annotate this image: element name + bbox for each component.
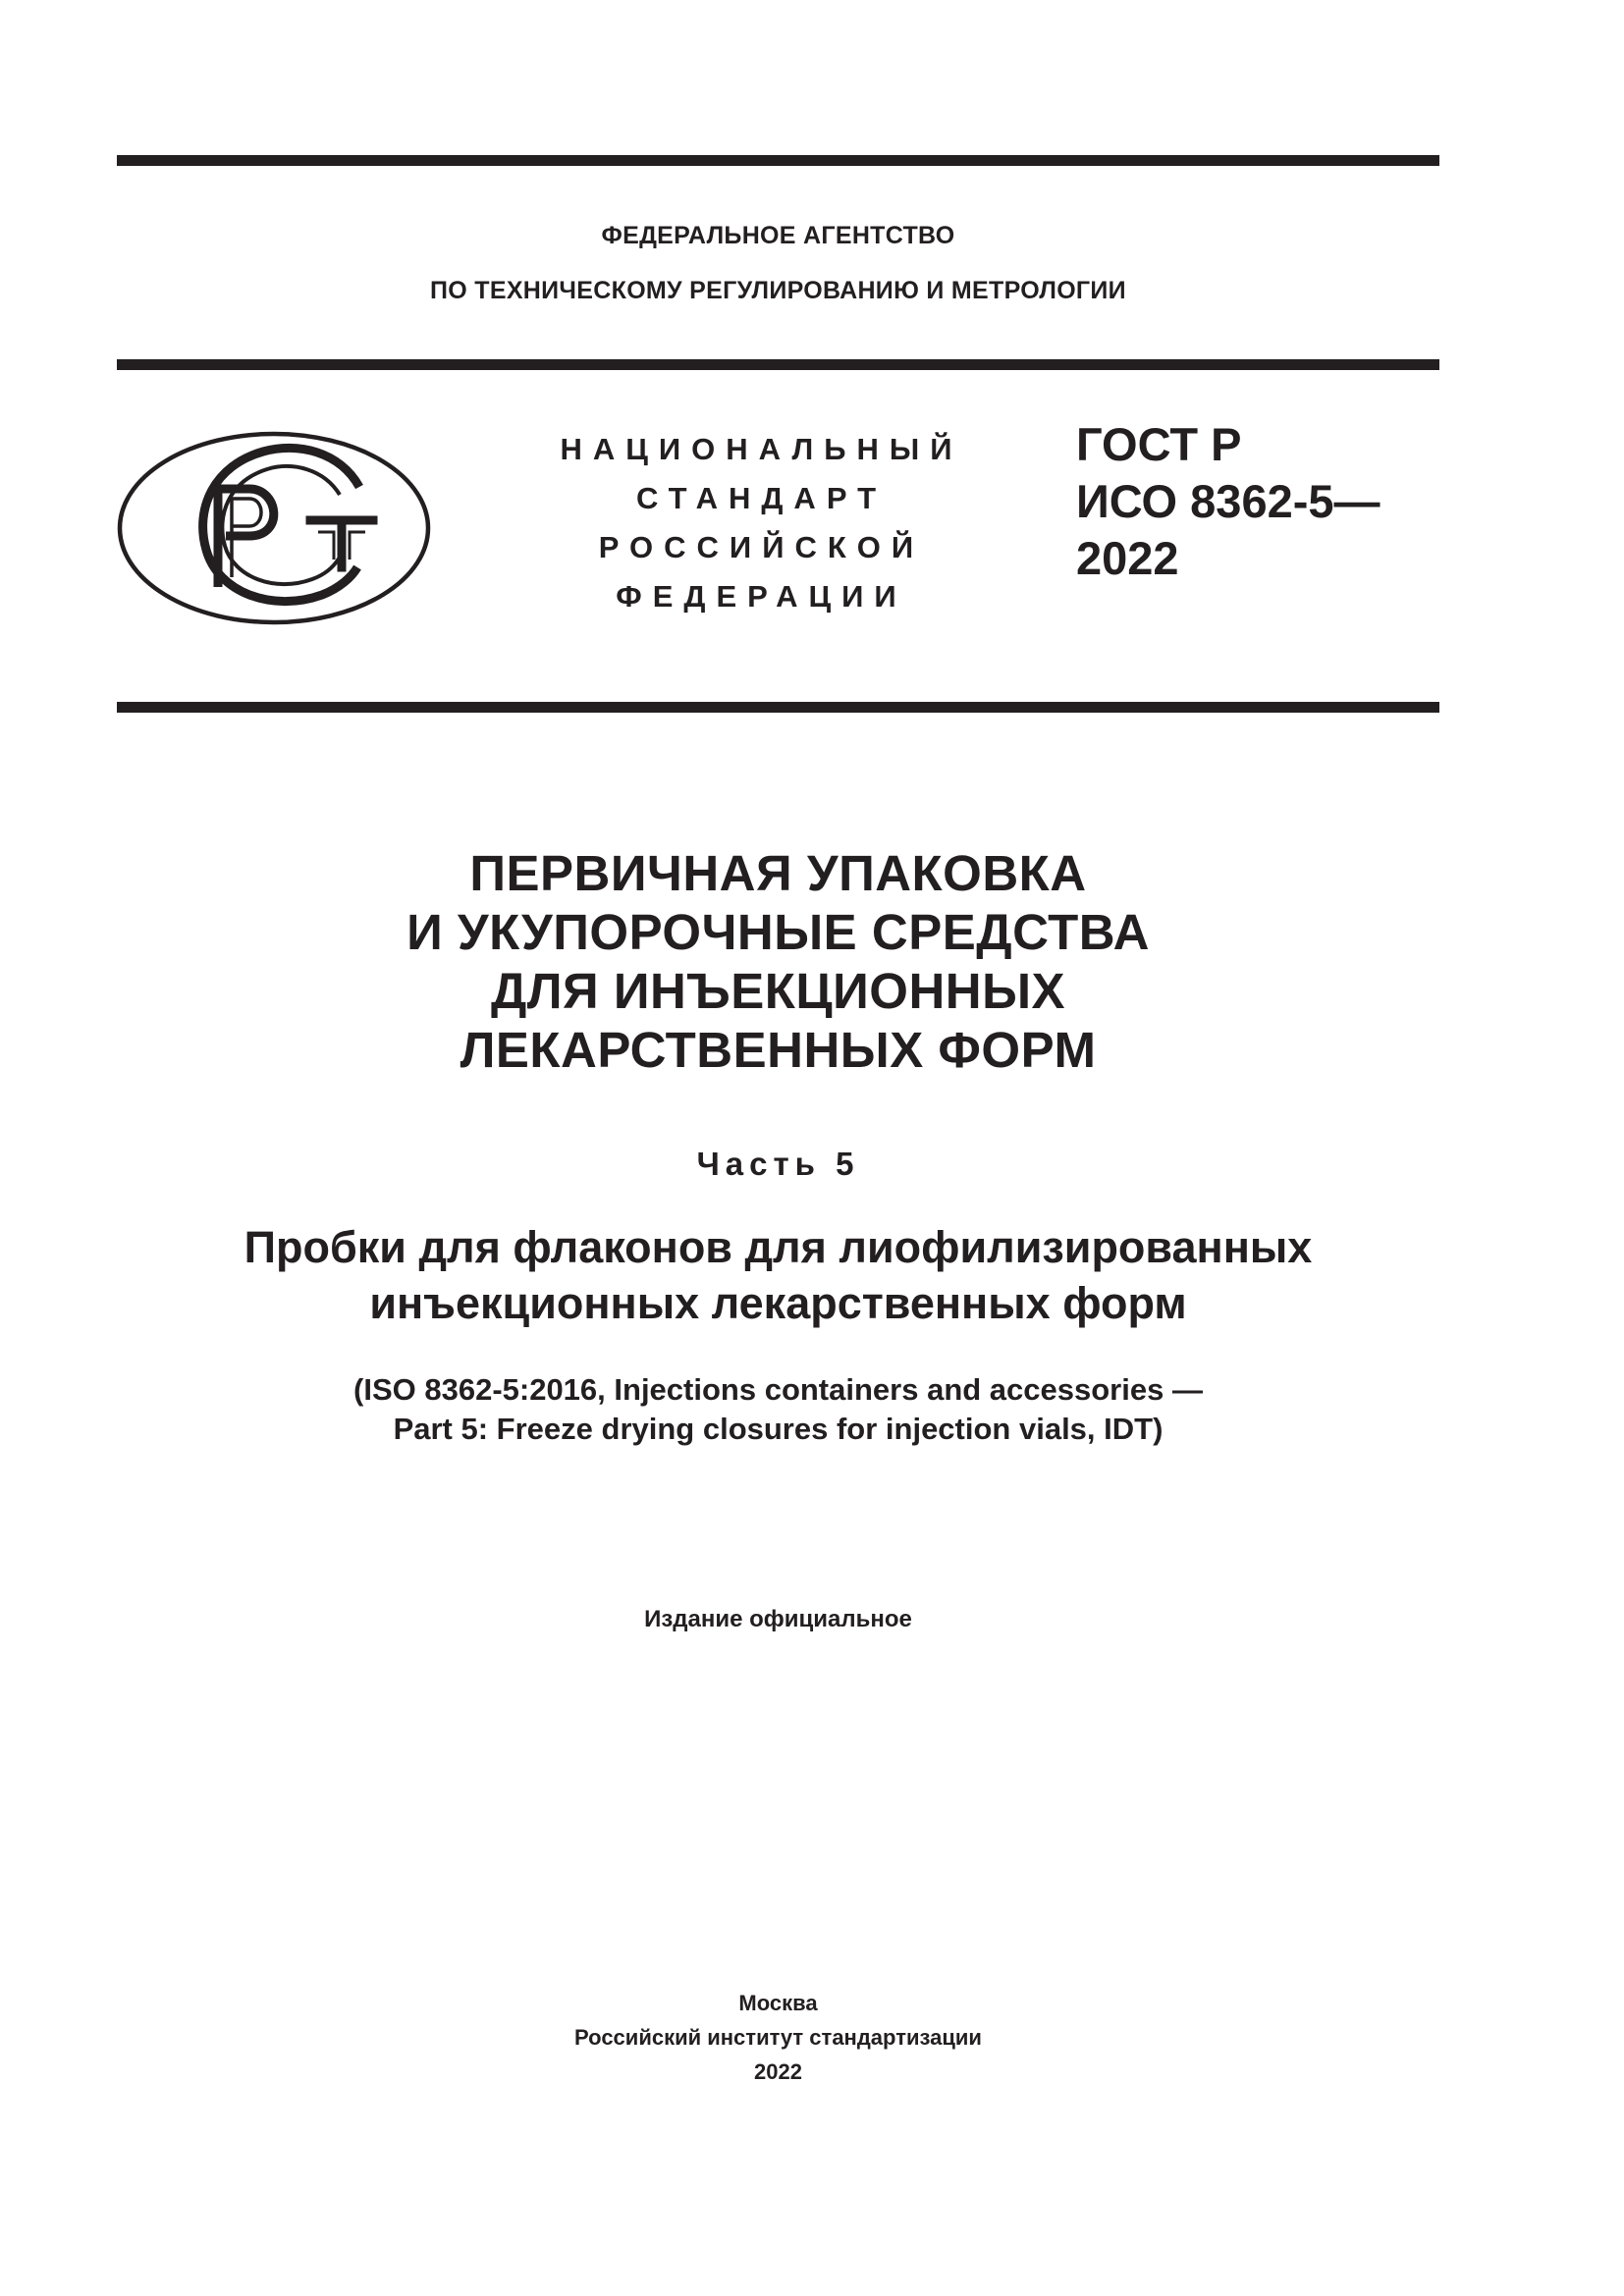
title-line: И УКУПОРОЧНЫЕ СРЕДСТВА [406, 904, 1150, 960]
designation-line: ИСО 8362-5— [1076, 475, 1380, 527]
designation-line: 2022 [1076, 532, 1179, 584]
document-title [117, 844, 1439, 1080]
iso-reference-line: (ISO 8362-5:2016, Injections containers and accessories — [353, 1372, 1203, 1407]
subtitle-line: Пробки для флаконов для лиофилизированных [244, 1222, 1313, 1272]
part-label: Часть 5 [696, 1146, 860, 1182]
top-rule [117, 155, 1439, 166]
imprint-city: Москва [738, 1991, 818, 2015]
standard-designation [1076, 416, 1380, 587]
standard-type-line: РОССИЙСКОЙ [598, 530, 925, 564]
agency-name-line-1: ФЕДЕРАЛЬНОЕ АГЕНТСТВО [601, 222, 955, 249]
title-line: ДЛЯ ИНЪЕКЦИОННЫХ [490, 963, 1066, 1019]
standard-type-line: ФЕДЕРАЦИИ [616, 579, 907, 614]
imprint-publisher: Российский институт стандартизации [574, 2025, 982, 2050]
standard-type-block [511, 425, 1001, 621]
iso-reference [117, 1370, 1439, 1449]
standard-type-line: СТАНДАРТ [635, 481, 888, 515]
standard-type-line: НАЦИОНАЛЬНЫЙ [560, 432, 963, 466]
designation-line: ГОСТ Р [1076, 418, 1242, 470]
title-line: ПЕРВИЧНАЯ УПАКОВКА [469, 845, 1087, 901]
rst-conformity-mark-icon [116, 430, 432, 626]
iso-reference-line: Part 5: Freeze drying closures for injection vials, IDT) [393, 1412, 1164, 1446]
subtitle-line: инъекционных лекарственных форм [369, 1278, 1187, 1328]
agency-name-line-2: ПО ТЕХНИЧЕСКОМУ РЕГУЛИРОВАНИЮ И МЕТРОЛОГИИ [430, 277, 1126, 304]
header-bottom-rule [117, 702, 1439, 713]
header-rule [117, 359, 1439, 370]
imprint-year: 2022 [754, 2059, 802, 2084]
document-subtitle [117, 1219, 1439, 1331]
edition-note: Издание официальное [644, 1606, 912, 1632]
title-line: ЛЕКАРСТВЕННЫХ ФОРМ [460, 1022, 1097, 1078]
imprint [117, 1986, 1439, 2089]
